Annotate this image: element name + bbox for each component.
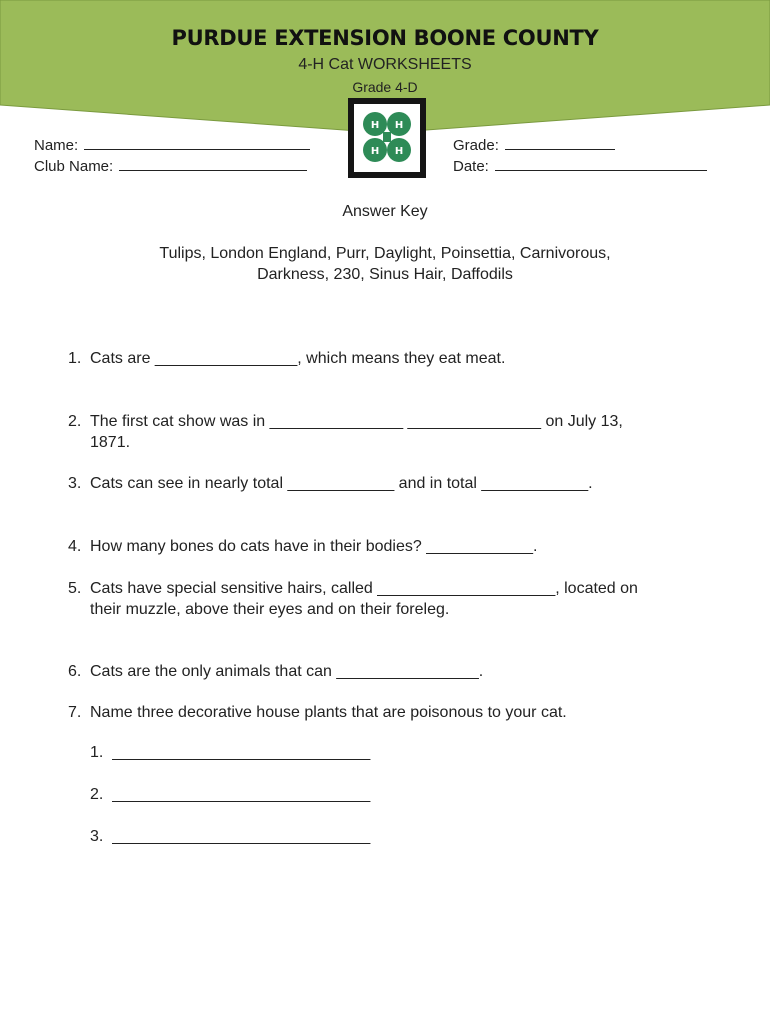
- grade-label: Grade:: [453, 137, 499, 154]
- clover-icon: [354, 104, 420, 172]
- grade-blank[interactable]: [505, 136, 615, 150]
- plant-answer-2[interactable]: 2. _____________________________: [90, 786, 371, 803]
- question-number: 2.: [68, 413, 82, 430]
- leaf-mark-1: H: [370, 120, 380, 131]
- question-text: The first cat show was in _______________ _______________ on July 13, 1871.: [90, 413, 623, 451]
- question-number: 7.: [68, 704, 82, 721]
- answer-key-line-2: Darkness, 230, Sinus Hair, Daffodils: [257, 266, 513, 283]
- leaf-mark-2: H: [394, 120, 404, 131]
- question-number: 1.: [68, 350, 82, 367]
- grade-field[interactable]: [453, 136, 615, 154]
- question-text: Cats are the only animals that can ________________.: [90, 663, 484, 680]
- answer-key-line-1: Tulips, London England, Purr, Daylight, Poinsettia, Carnivorous,: [159, 245, 611, 262]
- club-name-label: Club Name:: [34, 158, 114, 175]
- name-label: Name:: [34, 137, 79, 154]
- question-text: Name three decorative house plants that are poisonous to your cat.: [90, 704, 567, 721]
- question-text: Cats have special sensitive hairs, called ____________________, located on their muzzle, above their eyes and on their foreleg.: [90, 580, 638, 618]
- leaf-mark-3: H: [370, 146, 380, 157]
- question-text: Cats can see in nearly total ____________ and in total ____________.: [90, 475, 593, 492]
- question-number: 4.: [68, 538, 82, 555]
- four-h-logo: [348, 98, 426, 178]
- answer-key-heading: Answer Key: [342, 203, 428, 220]
- page-title: PURDUE EXTENSION BOONE COUNTY: [171, 26, 599, 50]
- plant-answer-3[interactable]: 3. _____________________________: [90, 828, 371, 845]
- question-text: Cats are ________________, which means they eat meat.: [90, 350, 506, 367]
- question-number: 6.: [68, 663, 82, 680]
- date-label: Date:: [453, 158, 489, 175]
- leaf-mark-4: H: [394, 146, 404, 157]
- name-blank[interactable]: [84, 136, 310, 150]
- date-blank[interactable]: [495, 157, 707, 171]
- club-name-field[interactable]: [34, 157, 307, 175]
- question-text: How many bones do cats have in their bodies? ____________.: [90, 538, 538, 555]
- page-subtitle: 4-H Cat WORKSHEETS: [298, 56, 472, 73]
- question-number: 3.: [68, 475, 82, 492]
- club-name-blank[interactable]: [119, 157, 307, 171]
- grade-level: Grade 4-D: [352, 79, 418, 95]
- name-field[interactable]: [34, 136, 310, 154]
- date-field[interactable]: [453, 157, 707, 175]
- plant-answer-1[interactable]: 1. _____________________________: [90, 744, 371, 761]
- question-number: 5.: [68, 580, 82, 597]
